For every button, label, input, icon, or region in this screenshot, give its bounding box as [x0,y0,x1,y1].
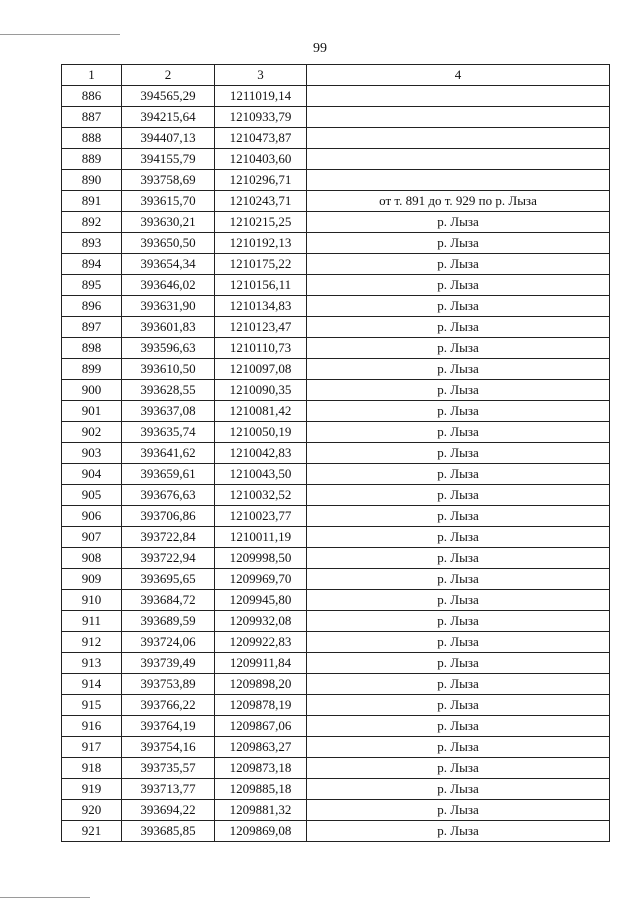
x-coordinate-cell: 393758,69 [122,170,215,191]
table-row [62,800,610,821]
y-coordinate-cell: 1210473,87 [215,128,307,149]
description-cell: р. Лыза [307,212,610,233]
description-cell: р. Лыза [307,653,610,674]
point-number-cell: 907 [62,527,122,548]
column-header-2: 2 [122,65,215,86]
table-row [62,611,610,632]
table-row [62,191,610,212]
point-number-cell: 920 [62,800,122,821]
point-number-cell: 908 [62,548,122,569]
point-number-cell: 890 [62,170,122,191]
description-cell: р. Лыза [307,485,610,506]
x-coordinate-cell: 394565,29 [122,86,215,107]
description-cell: р. Лыза [307,506,610,527]
point-number-cell: 915 [62,695,122,716]
point-number-cell: 889 [62,149,122,170]
y-coordinate-cell: 1209867,06 [215,716,307,737]
x-coordinate-cell: 393689,59 [122,611,215,632]
description-cell: р. Лыза [307,296,610,317]
point-number-cell: 894 [62,254,122,275]
x-coordinate-cell: 393722,94 [122,548,215,569]
x-coordinate-cell: 393735,57 [122,758,215,779]
table-row [62,632,610,653]
y-coordinate-cell: 1210175,22 [215,254,307,275]
y-coordinate-cell: 1210032,52 [215,485,307,506]
point-number-cell: 891 [62,191,122,212]
table-row [62,506,610,527]
scan-artifact-top [0,34,120,35]
description-cell: р. Лыза [307,422,610,443]
x-coordinate-cell: 394407,13 [122,128,215,149]
y-coordinate-cell: 1209998,50 [215,548,307,569]
x-coordinate-cell: 393766,22 [122,695,215,716]
table-row [62,527,610,548]
table-row [62,380,610,401]
x-coordinate-cell: 393637,08 [122,401,215,422]
y-coordinate-cell: 1211019,14 [215,86,307,107]
point-number-cell: 899 [62,359,122,380]
y-coordinate-cell: 1210296,71 [215,170,307,191]
table-row [62,653,610,674]
y-coordinate-cell: 1210050,19 [215,422,307,443]
point-number-cell: 902 [62,422,122,443]
description-cell [307,128,610,149]
table-row [62,212,610,233]
description-cell: р. Лыза [307,548,610,569]
table-row [62,779,610,800]
description-cell: р. Лыза [307,338,610,359]
description-cell: р. Лыза [307,275,610,296]
table-row [62,338,610,359]
description-cell: р. Лыза [307,443,610,464]
x-coordinate-cell: 393764,19 [122,716,215,737]
y-coordinate-cell: 1210110,73 [215,338,307,359]
description-cell: р. Лыза [307,821,610,842]
point-number-cell: 918 [62,758,122,779]
description-cell [307,107,610,128]
point-number-cell: 912 [62,632,122,653]
description-cell: р. Лыза [307,233,610,254]
description-cell: р. Лыза [307,380,610,401]
x-coordinate-cell: 393676,63 [122,485,215,506]
coordinates-table [61,64,610,842]
x-coordinate-cell: 393724,06 [122,632,215,653]
y-coordinate-cell: 1209969,70 [215,569,307,590]
y-coordinate-cell: 1210043,50 [215,464,307,485]
y-coordinate-cell: 1209885,18 [215,779,307,800]
description-cell: р. Лыза [307,464,610,485]
point-number-cell: 895 [62,275,122,296]
y-coordinate-cell: 1209922,83 [215,632,307,653]
table-row [62,590,610,611]
x-coordinate-cell: 393739,49 [122,653,215,674]
x-coordinate-cell: 393628,55 [122,380,215,401]
y-coordinate-cell: 1210243,71 [215,191,307,212]
x-coordinate-cell: 393754,16 [122,737,215,758]
table-row [62,107,610,128]
point-number-cell: 919 [62,779,122,800]
y-coordinate-cell: 1210097,08 [215,359,307,380]
x-coordinate-cell: 394155,79 [122,149,215,170]
y-coordinate-cell: 1210011,19 [215,527,307,548]
x-coordinate-cell: 393694,22 [122,800,215,821]
point-number-cell: 913 [62,653,122,674]
table-body [62,86,610,842]
x-coordinate-cell: 393631,90 [122,296,215,317]
table-row [62,548,610,569]
column-header-4: 4 [307,65,610,86]
table-row [62,695,610,716]
description-cell: от т. 891 до т. 929 по р. Лыза [307,191,610,212]
point-number-cell: 886 [62,86,122,107]
table-row [62,254,610,275]
y-coordinate-cell: 1210403,60 [215,149,307,170]
point-number-cell: 901 [62,401,122,422]
point-number-cell: 897 [62,317,122,338]
point-number-cell: 896 [62,296,122,317]
point-number-cell: 888 [62,128,122,149]
y-coordinate-cell: 1210134,83 [215,296,307,317]
point-number-cell: 900 [62,380,122,401]
description-cell: р. Лыза [307,569,610,590]
x-coordinate-cell: 393635,74 [122,422,215,443]
description-cell: р. Лыза [307,800,610,821]
table-row [62,443,610,464]
point-number-cell: 887 [62,107,122,128]
y-coordinate-cell: 1210215,25 [215,212,307,233]
table-row [62,422,610,443]
point-number-cell: 906 [62,506,122,527]
x-coordinate-cell: 393630,21 [122,212,215,233]
y-coordinate-cell: 1210042,83 [215,443,307,464]
x-coordinate-cell: 393654,34 [122,254,215,275]
x-coordinate-cell: 393684,72 [122,590,215,611]
y-coordinate-cell: 1209881,32 [215,800,307,821]
table-row [62,401,610,422]
point-number-cell: 921 [62,821,122,842]
y-coordinate-cell: 1210090,35 [215,380,307,401]
x-coordinate-cell: 393646,02 [122,275,215,296]
x-coordinate-cell: 393615,70 [122,191,215,212]
x-coordinate-cell: 393659,61 [122,464,215,485]
y-coordinate-cell: 1210933,79 [215,107,307,128]
x-coordinate-cell: 394215,64 [122,107,215,128]
x-coordinate-cell: 393601,83 [122,317,215,338]
description-cell [307,149,610,170]
point-number-cell: 892 [62,212,122,233]
point-number-cell: 917 [62,737,122,758]
table-row [62,86,610,107]
table-row [62,170,610,191]
point-number-cell: 914 [62,674,122,695]
point-number-cell: 893 [62,233,122,254]
table-row [62,569,610,590]
x-coordinate-cell: 393641,62 [122,443,215,464]
page-number: 99 [313,41,327,56]
y-coordinate-cell: 1210156,11 [215,275,307,296]
table-row [62,674,610,695]
y-coordinate-cell: 1209873,18 [215,758,307,779]
table-row [62,149,610,170]
description-cell: р. Лыза [307,359,610,380]
table-row [62,275,610,296]
description-cell: р. Лыза [307,254,610,275]
point-number-cell: 905 [62,485,122,506]
table-row [62,464,610,485]
description-cell [307,86,610,107]
point-number-cell: 904 [62,464,122,485]
x-coordinate-cell: 393596,63 [122,338,215,359]
table-row [62,296,610,317]
description-cell: р. Лыза [307,737,610,758]
description-cell: р. Лыза [307,695,610,716]
point-number-cell: 909 [62,569,122,590]
table-row [62,758,610,779]
x-coordinate-cell: 393753,89 [122,674,215,695]
point-number-cell: 910 [62,590,122,611]
x-coordinate-cell: 393695,65 [122,569,215,590]
point-number-cell: 911 [62,611,122,632]
description-cell: р. Лыза [307,779,610,800]
x-coordinate-cell: 393706,86 [122,506,215,527]
table-row [62,821,610,842]
y-coordinate-cell: 1209932,08 [215,611,307,632]
y-coordinate-cell: 1210123,47 [215,317,307,338]
table-row [62,485,610,506]
description-cell: р. Лыза [307,590,610,611]
description-cell: р. Лыза [307,716,610,737]
point-number-cell: 903 [62,443,122,464]
x-coordinate-cell: 393722,84 [122,527,215,548]
table-row [62,317,610,338]
description-cell: р. Лыза [307,527,610,548]
table-header-row [62,65,610,86]
y-coordinate-cell: 1209945,80 [215,590,307,611]
x-coordinate-cell: 393685,85 [122,821,215,842]
point-number-cell: 898 [62,338,122,359]
description-cell: р. Лыза [307,632,610,653]
y-coordinate-cell: 1209869,08 [215,821,307,842]
description-cell: р. Лыза [307,758,610,779]
y-coordinate-cell: 1210081,42 [215,401,307,422]
x-coordinate-cell: 393713,77 [122,779,215,800]
table-row [62,359,610,380]
x-coordinate-cell: 393650,50 [122,233,215,254]
point-number-cell: 916 [62,716,122,737]
table-row [62,737,610,758]
y-coordinate-cell: 1209911,84 [215,653,307,674]
y-coordinate-cell: 1210192,13 [215,233,307,254]
description-cell: р. Лыза [307,401,610,422]
table-row [62,716,610,737]
scan-artifact-bottom [0,897,90,898]
description-cell [307,170,610,191]
x-coordinate-cell: 393610,50 [122,359,215,380]
y-coordinate-cell: 1210023,77 [215,506,307,527]
y-coordinate-cell: 1209863,27 [215,737,307,758]
table-row [62,233,610,254]
column-header-1: 1 [62,65,122,86]
description-cell: р. Лыза [307,317,610,338]
table-row [62,128,610,149]
description-cell: р. Лыза [307,674,610,695]
column-header-3: 3 [215,65,307,86]
y-coordinate-cell: 1209898,20 [215,674,307,695]
y-coordinate-cell: 1209878,19 [215,695,307,716]
description-cell: р. Лыза [307,611,610,632]
